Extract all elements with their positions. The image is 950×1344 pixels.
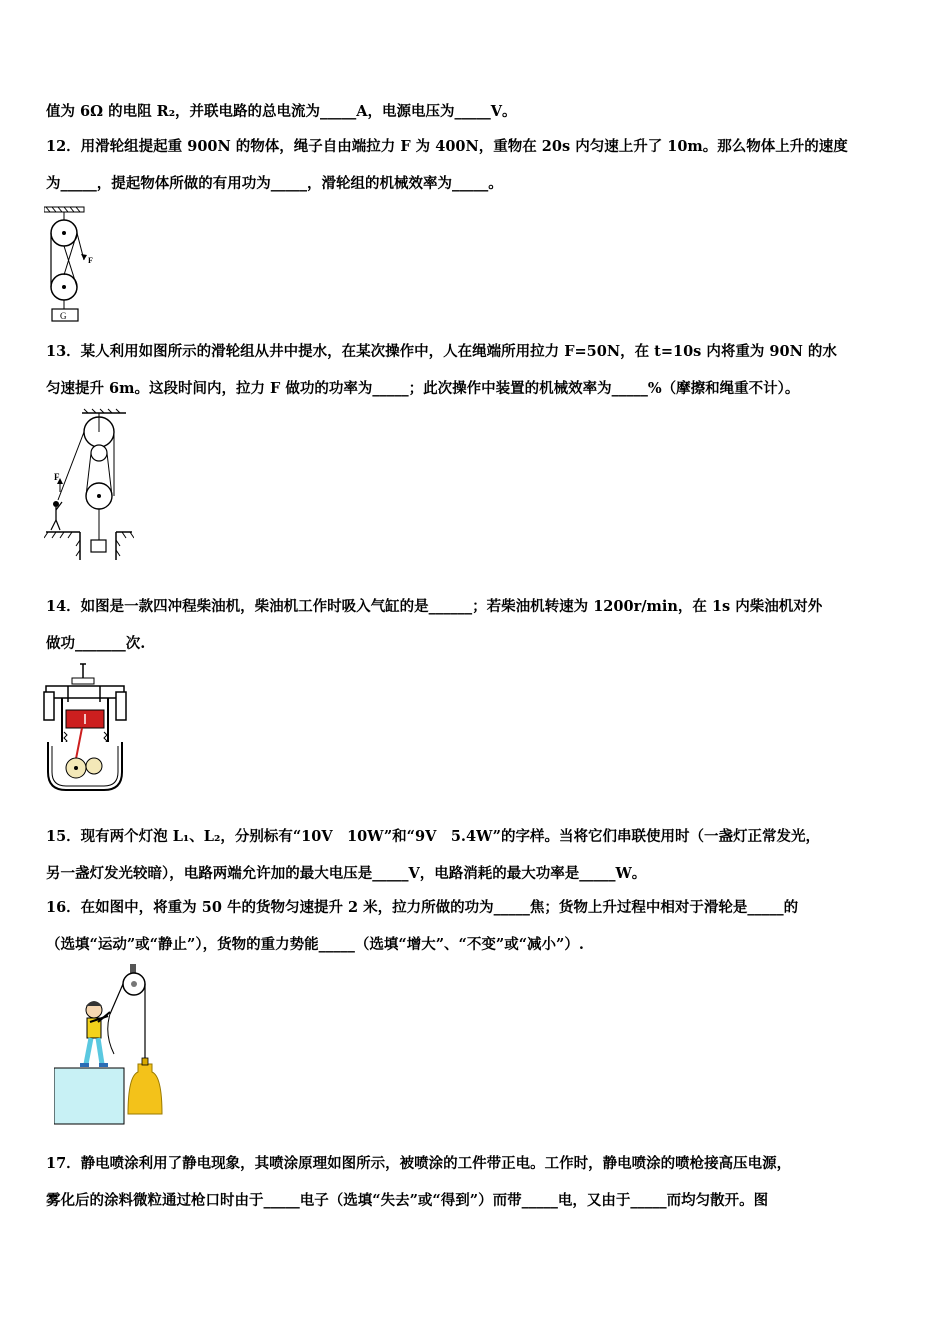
q14-diesel-engine-figure <box>42 662 132 794</box>
q12-line2: 为_____，提起物体所做的有用功为_____，滑轮组的机械效率为_____。 <box>46 175 503 192</box>
q13-line2: 匀速提升 6m。这段时间内，拉力 F 做功的功率为_____；此次操作中装置的机械效率为_____%（摩擦和绳重不计）。 <box>46 380 800 397</box>
q13-line1: 13．某人利用如图所示的滑轮组从井中提水，在某次操作中，人在绳端所用拉力 F=50N，在 t=10s 内将重为 90N 的水 <box>46 343 837 360</box>
q14-line2: 做功_______次. <box>46 635 146 652</box>
q17-line2: 雾化后的涂料微粒通过枪口时由于_____电子（选填“失去”或“得到”）而带_____电，又由于_____而均匀散开。图 <box>46 1192 769 1209</box>
q12-label-g: G <box>60 311 67 321</box>
q12-label-f: F <box>88 256 93 265</box>
q15-line2: 另一盏灯发光较暗），电路两端允许加的最大电压是_____V，电路消耗的最大功率是_____W。 <box>46 865 647 882</box>
q16-person-pulley-figure <box>54 964 169 1126</box>
q14-line1: 14．如图是一款四冲程柴油机，柴油机工作时吸入气缸的是______；若柴油机转速为 1200r/min，在 1s 内柴油机对外 <box>46 598 823 615</box>
q17-line1: 17．静电喷涂利用了静电现象，其喷涂原理如图所示，被喷涂的工件带正电。工作时，静电喷涂的喷枪接高压电源， <box>46 1155 792 1172</box>
q16-line1: 16．在如图中，将重为 50 牛的货物匀速提升 2 米，拉力所做的功为_____焦；货物上升过程中相对于滑轮是_____的 <box>46 899 799 916</box>
q16-line2: （选填“运动”或“静止”），货物的重力势能_____（选填“增大”、“不变”或“减小”）. <box>46 936 584 953</box>
q12-pulley-figure <box>44 205 104 325</box>
q13-well-pulley-figure <box>44 408 134 563</box>
q11-line1: 值为 6Ω 的电阻 R₂，并联电路的总电流为_____A，电源电压为_____V。 <box>46 103 517 120</box>
q12-line1: 12．用滑轮组提起重 900N 的物体，绳子自由端拉力 F 为 400N，重物在 20s 内匀速上升了 10m。那么物体上升的速度 <box>46 138 848 155</box>
q15-line1: 15．现有两个灯泡 L₁、L₂，分别标有“10V 10W”和“9V 5.4W”的字样。当将它们串联使用时（一盏灯正常发光， <box>46 828 820 845</box>
q13-label-f: F <box>54 472 60 482</box>
